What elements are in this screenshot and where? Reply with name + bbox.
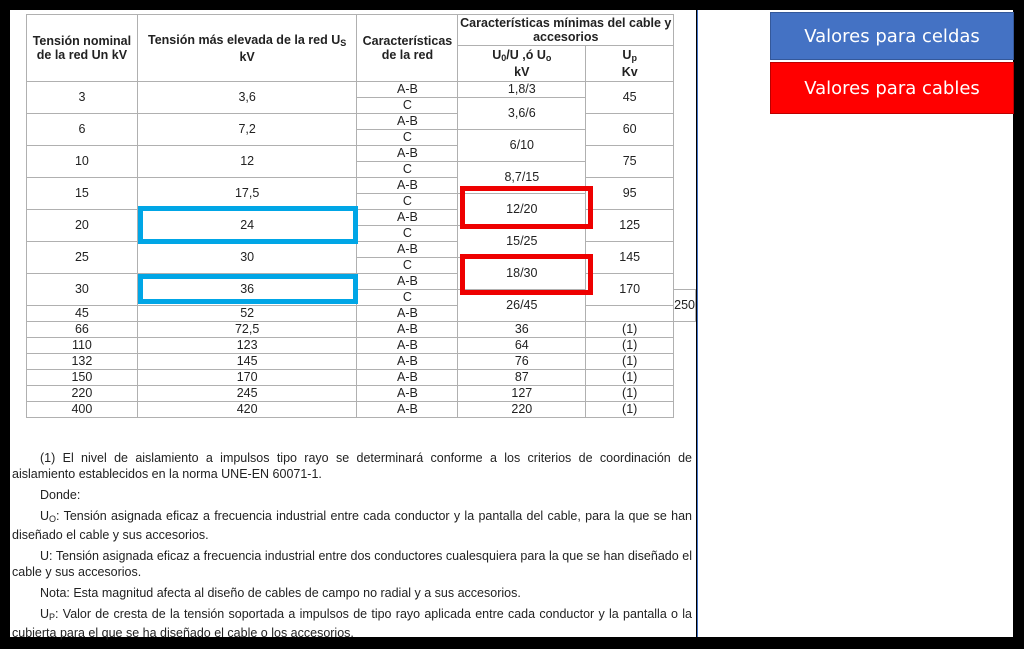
cell-up: (1) [586, 386, 674, 402]
cell-un: 220 [27, 386, 138, 402]
header-uo-symbol: U [492, 48, 502, 63]
note-up-symbol: U [40, 607, 50, 621]
cell-characteristic: A-B [357, 370, 458, 386]
header-uo-subscript: 0 [501, 53, 507, 64]
header-uo-subscript-2: o [545, 53, 552, 64]
legend-cables-label: Valores para cables [770, 62, 1014, 114]
cell-up: (1) [586, 402, 674, 418]
cell-un: 20 [27, 210, 138, 242]
note-uo-subscript: O [49, 514, 57, 524]
table-row [27, 306, 696, 322]
cell-us: 145 [137, 354, 357, 370]
header-up [586, 46, 674, 82]
cell-uo: 8,7/15 [458, 162, 586, 194]
voltage-table [26, 14, 696, 418]
cell-un: 15 [27, 178, 138, 210]
cell-uo: 87 [458, 370, 586, 386]
cell-us: 123 [137, 338, 357, 354]
table-row [27, 146, 696, 162]
table-row [27, 338, 696, 354]
cell-up: 45 [586, 82, 674, 114]
header-highest-voltage [137, 15, 357, 82]
cell-up: (1) [586, 370, 674, 386]
cell-characteristic: A-B [357, 354, 458, 370]
table-row [27, 178, 696, 194]
table-notes [12, 450, 692, 646]
header-nominal-voltage: Tensión nominal de la red Un kV [27, 15, 138, 82]
cell-up: 75 [586, 146, 674, 178]
cell-us: 420 [137, 402, 357, 418]
table-row [27, 370, 696, 386]
cell-characteristic: A-B [357, 242, 458, 258]
header-highest-voltage-unit: kV [239, 49, 255, 64]
table-row [27, 354, 696, 370]
cell-uo: 15/25 [458, 226, 586, 258]
cell-uo: 220 [458, 402, 586, 418]
cell-uo: 76 [458, 354, 586, 370]
cell-characteristic: A-B [357, 322, 458, 338]
cell-us: 52 [137, 306, 357, 322]
cell-characteristic: A-B [357, 178, 458, 194]
cell-uo: 26/45 [458, 290, 586, 322]
cell-us: 245 [137, 386, 357, 402]
table-row [27, 402, 696, 418]
table-row [27, 210, 696, 226]
cell-characteristic: C [357, 98, 458, 114]
cell-characteristic: C [357, 130, 458, 146]
cell-un: 25 [27, 242, 138, 274]
cell-us: 7,2 [137, 114, 357, 146]
cell-up: (1) [586, 338, 674, 354]
cell-characteristic: C [357, 290, 458, 306]
cell-us: 30 [137, 242, 357, 274]
header-uo-unit: kV [514, 65, 530, 80]
cell-uo: 36 [458, 322, 586, 338]
cell-characteristic: A-B [357, 274, 458, 290]
cell-uo: 12/20 [458, 194, 586, 226]
note-donde: Donde: [40, 488, 81, 502]
header-network-characteristics: Características de la red [357, 15, 458, 82]
cell-us: 24 [137, 210, 357, 242]
table-row [27, 114, 696, 130]
cell-characteristic: C [357, 194, 458, 210]
cell-un: 400 [27, 402, 138, 418]
document-page [10, 10, 696, 640]
cell-un: 45 [27, 306, 138, 322]
cell-characteristic: C [357, 226, 458, 242]
cell-characteristic: A-B [357, 338, 458, 354]
table-row [27, 242, 696, 258]
cell-up: 95 [586, 178, 674, 210]
note-up-subscript: P [49, 612, 56, 622]
cell-characteristic: A-B [357, 306, 458, 322]
cell-characteristic: A-B [357, 114, 458, 130]
header-up-subscript: p [631, 53, 637, 64]
note-nota: Nota: Esta magnitud afecta al diseño de cables de campo no radial y a sus accesorios. [40, 586, 521, 600]
header-up-symbol: U [622, 48, 632, 63]
highlight-us-36 [138, 274, 358, 304]
highlight-uo-12-20 [460, 186, 593, 229]
cell-characteristic: A-B [357, 402, 458, 418]
cell-us: 170 [137, 370, 357, 386]
cell-characteristic: A-B [357, 146, 458, 162]
cell-un: 110 [27, 338, 138, 354]
cell-un: 30 [27, 274, 138, 306]
cell-up: 170 [586, 274, 674, 306]
note-uo-text: : Tensión asignada eficaz a frecuencia industrial entre cada conductor y la pantalla del cable, para la que se han diseñado el cable y sus accesorios. [12, 509, 692, 542]
cell-un: 150 [27, 370, 138, 386]
cell-uo: 1,8/3 [458, 82, 586, 98]
cell-characteristic: A-B [357, 82, 458, 98]
note-up [12, 606, 692, 641]
header-up-unit: Kv [621, 65, 638, 80]
cell-up: 145 [586, 242, 674, 274]
cell-un: 3 [27, 82, 138, 114]
header-uo-u [458, 46, 586, 82]
table-row [27, 386, 696, 402]
cell-un: 6 [27, 114, 138, 146]
cell-un: 10 [27, 146, 138, 178]
header-u-or-uo: /U ,ó U [506, 48, 546, 63]
note-1: (1) El nivel de aislamiento a impulsos tipo rayo se determinará conforme a los criterios de coordinación de aislamiento establecidos en la norma UNE-EN 60071-1. [12, 451, 692, 481]
cell-up: 250 [674, 290, 696, 322]
cell-uo: 127 [458, 386, 586, 402]
cell-characteristic: A-B [357, 386, 458, 402]
cell-uo: 6/10 [458, 130, 586, 162]
header-us-subscript: S [340, 37, 347, 48]
header-highest-voltage-text: Tensión más elevada de la red U [148, 32, 341, 47]
highlight-uo-18-30 [460, 254, 593, 295]
cell-characteristic: C [357, 258, 458, 274]
cell-un: 66 [27, 322, 138, 338]
cell-characteristic: A-B [357, 210, 458, 226]
note-uo-symbol: U [40, 509, 50, 523]
cell-us: 17,5 [137, 178, 357, 210]
cell-up: 125 [586, 210, 674, 242]
cell-us: 3,6 [137, 82, 357, 114]
note-uo [12, 508, 692, 543]
header-cable-minimum-characteristics: Características mínimas del cable y accesorios [458, 15, 674, 46]
cell-characteristic: C [357, 162, 458, 178]
cell-us: 12 [137, 146, 357, 178]
note-up-text: : Valor de cresta de la tensión soportada a impulsos de tipo rayo aplicada entre cada conductor y la pantalla o la cubierta para el que se ha diseñado el cable o los accesorios. [12, 607, 692, 640]
cell-up: 60 [586, 114, 674, 146]
cell-uo: 64 [458, 338, 586, 354]
table-row [27, 274, 696, 290]
table-row [27, 322, 696, 338]
cell-up: (1) [586, 354, 674, 370]
cell-uo: 3,6/6 [458, 98, 586, 130]
note-u: U: Tensión asignada eficaz a frecuencia industrial entre dos conductores cualesquiera para la que se han diseñado el cable y sus accesorios. [12, 549, 692, 579]
cell-un: 132 [27, 354, 138, 370]
cell-us: 36 [137, 274, 357, 306]
cell-uo: 18/30 [458, 258, 586, 290]
legend-cells-label: Valores para celdas [770, 12, 1014, 60]
cell-us: 72,5 [137, 322, 357, 338]
highlight-us-24 [138, 206, 358, 244]
table-row [27, 82, 696, 98]
cell-up: (1) [586, 322, 674, 338]
